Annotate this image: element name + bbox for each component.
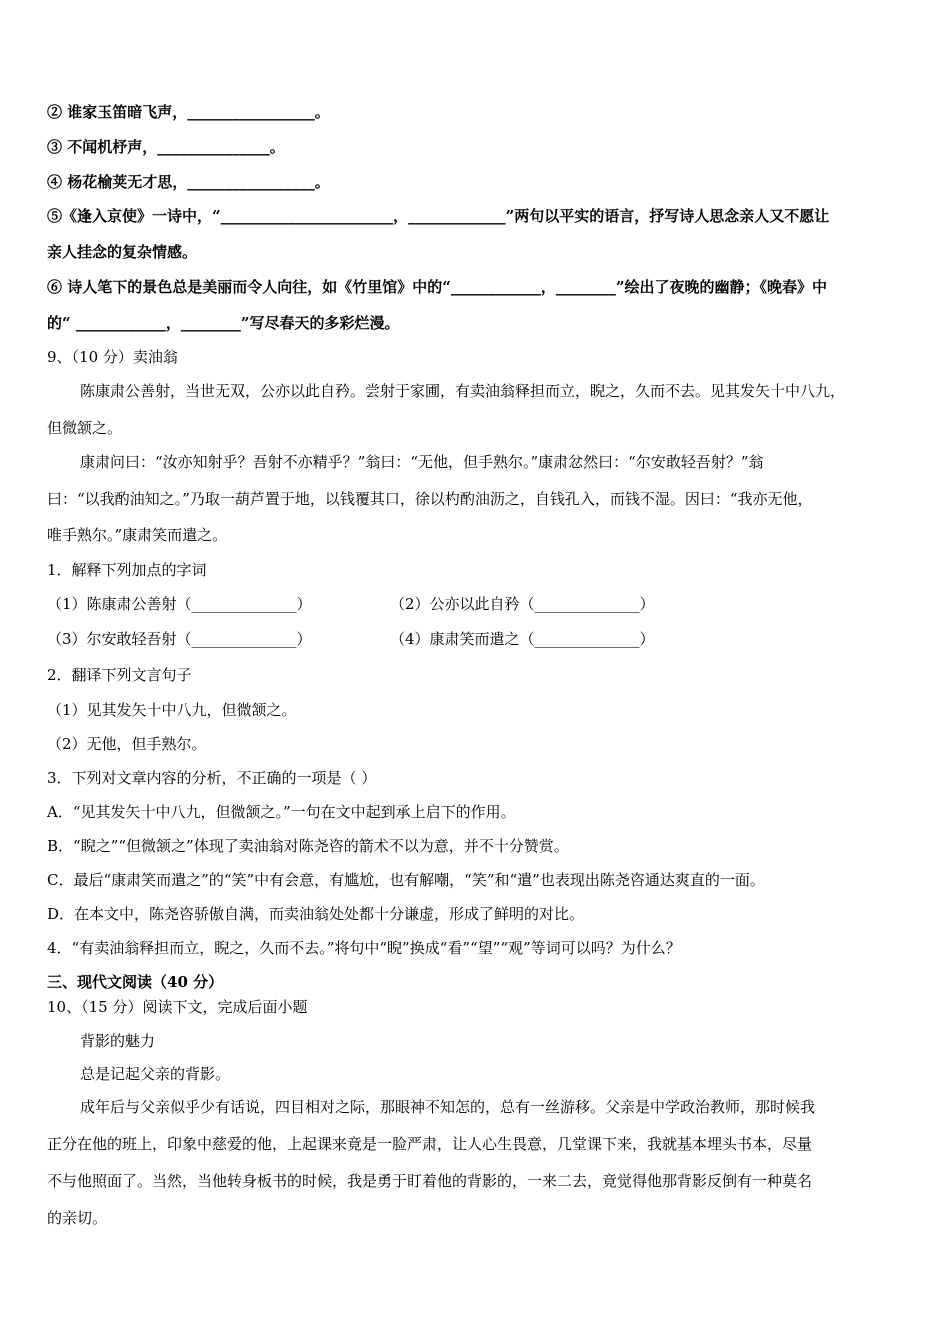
q9-sub2-title: 2．翻译下列文言句子: [47, 666, 192, 684]
essay-title: 背影的魅力: [80, 1032, 156, 1050]
q9-sub2-item-1: （1）见其发矢十中八九，但微颔之。: [47, 701, 297, 719]
essay-para-line4: 的亲切。: [47, 1209, 108, 1227]
q9-sub4: 4．“有卖油翁释担而立，睨之，久而不去。”将句中“睨”换成“看”“望”“观”等词可以吗？为什么？: [47, 939, 681, 957]
poetry-q6-line1: ⑥ 诗人笔下的景色总是美丽而令人向往，如《竹里馆》中的“____________，________”绘出了夜晚的幽静；《晚春》中: [47, 278, 827, 296]
q9-para2-line3: 唯手熟尔。”康肃笑而遣之。: [47, 526, 228, 544]
essay-para-line3: 不与他照面了。当然，当他转身板书的时候，我是勇于盯着他的背影的，一来二去，竟觉得他那背影反倒有一种莫名: [47, 1172, 813, 1190]
q9-sub2-item-2: （2）无他，但手熟尔。: [47, 735, 207, 753]
essay-line1: 总是记起父亲的背影。: [80, 1065, 231, 1083]
essay-para-line1: 成年后与父亲似乎少有话说，四目相对之际，那眼神不知怎的，总有一丝游移。父亲是中学政治教师，那时候我: [80, 1098, 816, 1116]
q9-para1-line2: 但微颔之。: [47, 419, 123, 437]
q9-sub3-option-d: D．在本文中，陈尧咨骄傲自满，而卖油翁处处都十分谦虚，形成了鲜明的对比。: [47, 905, 585, 923]
q9-heading: 9、（10 分）卖油翁: [47, 348, 178, 366]
q9-sub1-item-2: （2）公亦以此自矜（______________）: [390, 595, 655, 613]
q9-para1-line1: 陈康肃公善射，当世无双，公亦以此自矜。尝射于家圃，有卖油翁释担而立，睨之，久而不去。见其发矢十中八九，: [80, 382, 846, 400]
poetry-q6-line2: 的“ ____________，________”写尽春天的多彩烂漫。: [47, 314, 400, 332]
q9-sub3-option-b: B．“睨之”“但微颔之”体现了卖油翁对陈尧咨的箭术不以为意，并不十分赞赏。: [47, 837, 569, 855]
section3-heading: 三、现代文阅读（40 分）: [47, 973, 224, 991]
q9-sub1-item-1: （1）陈康肃公善射（______________）: [47, 595, 312, 613]
q10-heading: 10、（15 分）阅读下文，完成后面小题: [47, 998, 308, 1016]
poetry-q4: ④ 杨花榆荚无才思，_________________。: [47, 173, 330, 191]
poetry-q2: ② 谁家玉笛暗飞声，_________________。: [47, 103, 330, 121]
q9-para2-line2: 曰：“以我酌油知之。”乃取一葫芦置于地，以钱覆其口，徐以杓酌油沥之，自钱孔入，而钱不湿。因曰：“我亦无他，: [47, 490, 813, 508]
essay-para-line2: 正分在他的班上，印象中慈爱的他，上起课来竟是一脸严肃，让人心生畏意，几堂课下来，我就基本埋头书本，尽量: [47, 1135, 813, 1153]
poetry-q5-line2: 亲人挂念的复杂情感。: [47, 243, 198, 261]
q9-sub1-item-3: （3）尔安敢轻吾射（______________）: [47, 630, 312, 648]
q9-sub1-item-4: （4）康肃笑而遣之（______________）: [390, 630, 655, 648]
q9-para2-line1: 康肃问曰：“汝亦知射乎？吾射不亦精乎？”翁曰：“无他，但手熟尔。”康肃忿然曰：“尔安敢轻吾射？”翁: [80, 453, 764, 471]
q9-sub3-option-c: C．最后“康肃笑而遣之”的“笑”中有会意，有尴尬，也有解嘲，“笑”和“遣”也表现出陈尧咨通达爽直的一面。: [47, 871, 765, 889]
q9-sub3-option-a: A．“见其发矢十中八九，但微颔之。”一句在文中起到承上启下的作用。: [47, 803, 516, 821]
q9-sub1-title: 1．解释下列加点的字词: [47, 561, 207, 579]
poetry-q3: ③ 不闻机杼声，_______________。: [47, 138, 285, 156]
q9-sub3-title: 3．下列对文章内容的分析，不正确的一项是（ ）: [47, 769, 377, 787]
poetry-q5-line1: ⑤《逢入京使》一诗中，“_______________________，_____________”两句以平实的语言，抒写诗人思念亲人又不愿让: [47, 207, 830, 225]
